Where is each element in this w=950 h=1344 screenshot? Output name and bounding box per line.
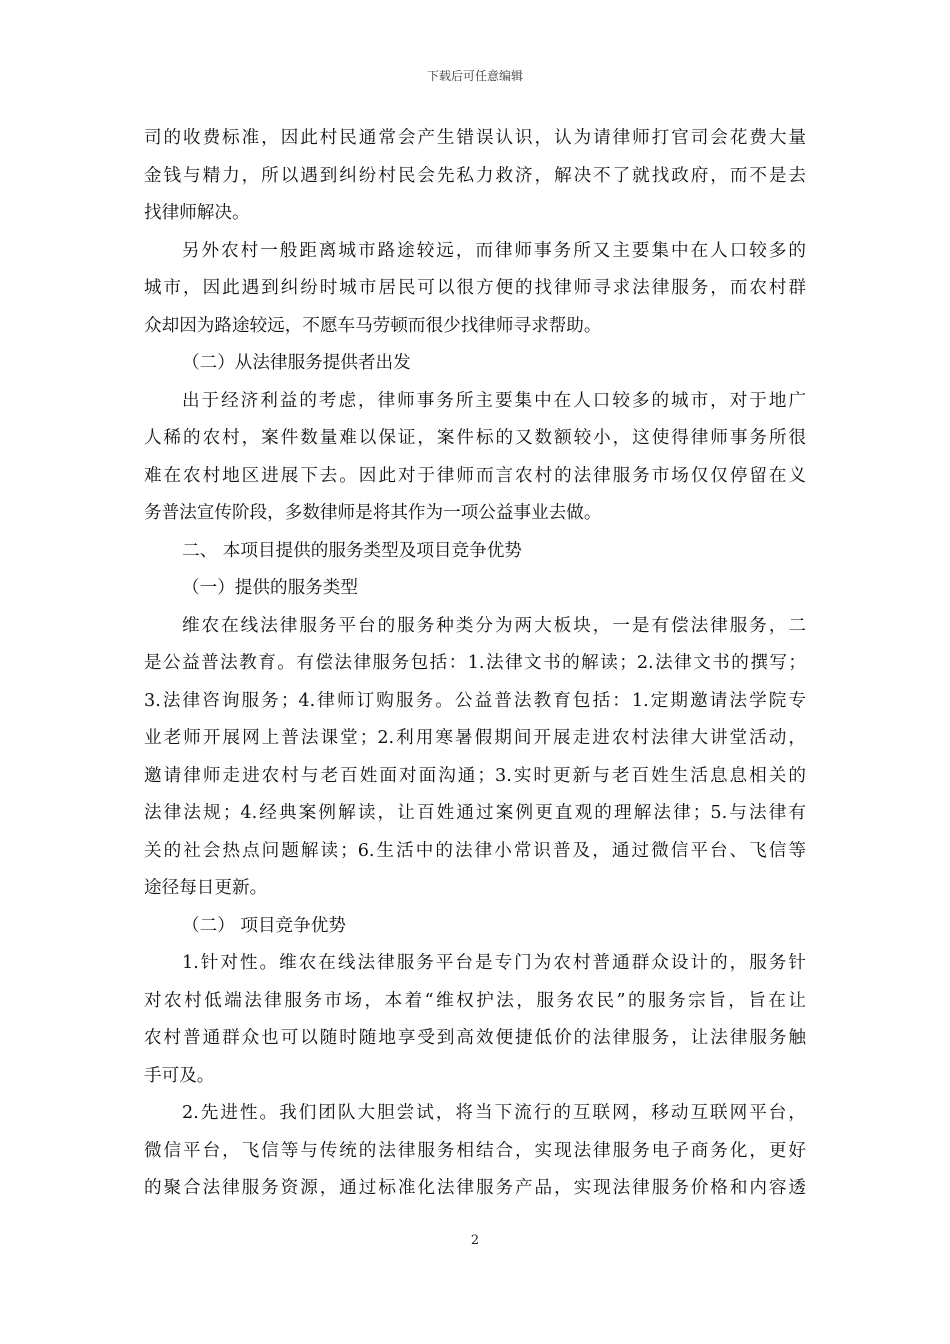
text-line: 对农村低端法律服务市场，本着“维权护法，服务农民”的服务宗旨，旨在让 xyxy=(144,990,806,1011)
text-line: （二） 项目竞争优势 xyxy=(182,915,346,936)
document-body xyxy=(144,120,806,1208)
text-line: 2.先进性。我们团队大胆尝试，将当下流行的互联网，移动互联网平台， xyxy=(182,1103,806,1123)
text-line: 另外农村一般距离城市路途较远，而律师事务所又主要集中在人口较多的 xyxy=(182,240,806,261)
page-number: 2 xyxy=(470,1233,480,1248)
text-line: 众却因为路途较远，不愿车马劳顿而很少找律师寻求帮助。 xyxy=(144,315,602,336)
text-line: 城市，因此遇到纠纷时城市居民可以很方便的找律师寻求法律服务，而农村群 xyxy=(144,278,806,298)
text-line: 金钱与精力，所以遇到纠纷村民会先私力救济，解决不了就找政府，而不是去 xyxy=(144,165,806,186)
page-header: 下载后可任意编辑 xyxy=(426,69,523,83)
text-line: 法律法规；4.经典案例解读，让百姓通过案例更直观的理解法律；5.与法律有 xyxy=(144,803,806,823)
text-line: 务普法宣传阶段，多数律师是将其作为一项公益事业去做。 xyxy=(144,503,602,523)
text-line: 农村普通群众也可以随时随地享受到高效便捷低价的法律服务，让法律服务触 xyxy=(144,1028,806,1048)
text-line: 关的社会热点问题解读；6.生活中的法律小常识普及，通过微信平台、飞信等 xyxy=(144,840,806,861)
text-line: 手可及。 xyxy=(144,1065,215,1086)
text-line: 维农在线法律服务平台的服务种类分为两大板块，一是有偿法律服务，二 xyxy=(182,615,806,636)
text-line: 难在农村地区进展下去。因此对于律师而言农村的法律服务市场仅仅停留在义 xyxy=(144,465,806,486)
text-line: 途径每日更新。 xyxy=(144,878,268,898)
text-line: 二、 本项目提供的服务类型及项目竞争优势 xyxy=(182,540,522,561)
text-line: 业老师开展网上普法课堂；2.利用寒暑假期间开展走进农村法律大讲堂活动， xyxy=(144,728,806,748)
text-line: 找律师解决。 xyxy=(144,203,250,223)
text-line: 出于经济利益的考虑，律师事务所主要集中在人口较多的城市，对于地广 xyxy=(182,390,806,411)
text-line: （一）提供的服务类型 xyxy=(182,578,358,598)
text-line: 人稀的农村，案件数量难以保证，案件标的又数额较小，这使得律师事务所很 xyxy=(144,428,806,448)
text-line: 是公益普法教育。有偿法律服务包括：1.法律文书的解读；2.法律文书的撰写； xyxy=(144,653,806,673)
text-line: 司的收费标准，因此村民通常会产生错误认识，认为请律师打官司会花费大量 xyxy=(144,128,806,148)
text-line: 1.针对性。维农在线法律服务平台是专门为农村普通群众设计的，服务针 xyxy=(182,953,806,973)
text-line: 的聚合法律服务资源，通过标准化法律服务产品，实现法律服务价格和内容透 xyxy=(144,1178,806,1198)
text-line: 微信平台，飞信等与传统的法律服务相结合，实现法律服务电子商务化，更好 xyxy=(144,1140,806,1161)
text-line: 邀请律师走进农村与老百姓面对面沟通；3.实时更新与老百姓生活息息相关的 xyxy=(144,765,806,786)
text-line: 3.法律咨询服务；4.律师订购服务。公益普法教育包括：1.定期邀请法学院专 xyxy=(144,690,806,711)
text-line: （二）从法律服务提供者出发 xyxy=(182,353,411,373)
